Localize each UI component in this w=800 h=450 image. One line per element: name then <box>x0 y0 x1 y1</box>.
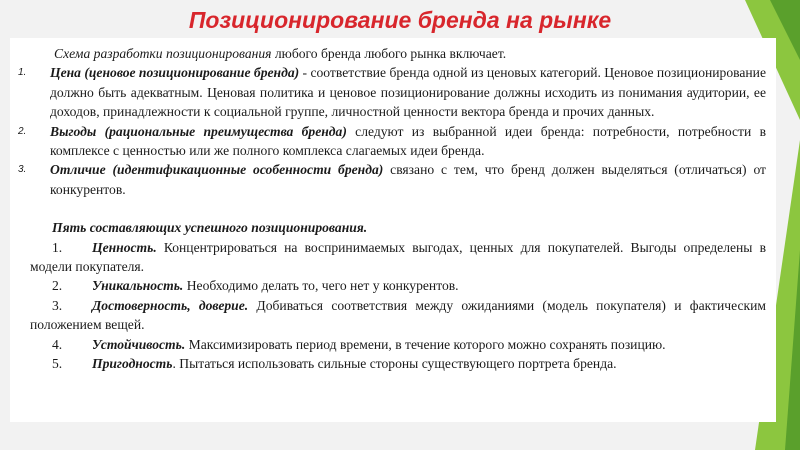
component-text: Необходимо делать то, чего нет у конкурентов. <box>183 278 459 294</box>
content-box <box>10 38 776 422</box>
component-text: Максимизировать период времени, в течение которого можно сохранять позицию. <box>185 336 666 352</box>
component-text: Добиваться соответствия между ожиданиями (модель покупателя) и фактическим положением вещей. <box>30 297 766 333</box>
numbered-list <box>18 63 766 199</box>
component-term: Ценность. <box>92 239 157 255</box>
component-item <box>30 335 766 354</box>
component-number: 5. <box>52 356 63 372</box>
list-marker: 3. <box>18 164 27 176</box>
list-item <box>18 63 766 121</box>
component-item <box>30 276 766 295</box>
list-text: следуют из выбранной идеи бренда: потребности, потребности в комплексе с ценностью или же полного комплекса слагаемых идеи бренда. <box>50 123 766 159</box>
component-item <box>30 296 766 335</box>
list-text: - соответствие бренда одной из ценовых категорий. Ценовое позиционирование должно быть адекватным. Ценовая политика и ценовое позиционирование должны исходить из понимания аудитории, ее доходов, принадлежности к социальной группе, личностной ценности вектора бренда и прочих данных. <box>50 65 766 120</box>
list-term: Отличие (идентификационные особенности бренда) <box>50 162 384 178</box>
intro-paragraph <box>30 44 766 63</box>
list-item <box>18 160 766 199</box>
component-number: 4. <box>52 336 63 352</box>
spacer <box>30 199 766 218</box>
component-number: 3. <box>52 297 63 313</box>
component-term: Пригодность <box>92 356 173 372</box>
component-term: Устойчивость. <box>92 336 186 352</box>
component-number: 2. <box>52 278 63 294</box>
list-item <box>18 122 766 161</box>
five-components-heading: Пять составляющих успешного позиционирования. <box>52 220 368 236</box>
component-text: . Пытаться использовать сильные стороны существующего портрета бренда. <box>172 356 617 372</box>
component-text: Концентрироваться на воспринимаемых выгодах, ценных для покупателей. Выгоды определены в модели покупателя. <box>30 239 766 275</box>
list-term: Цена (ценовое позиционирование бренда) <box>50 65 300 81</box>
list-marker: 2. <box>18 125 27 137</box>
slide-title: Позиционирование бренда на рынке <box>188 7 612 33</box>
intro-rest: любого бренда любого рынка включает. <box>271 46 507 61</box>
component-term: Уникальность. <box>92 278 184 294</box>
component-number: 1. <box>52 239 63 255</box>
component-term: Достоверность, доверие. <box>92 297 249 313</box>
list-text: связано с тем, что бренд должен выделяться (отличаться) от конкурентов. <box>50 162 766 197</box>
component-item <box>30 238 766 277</box>
component-item <box>30 354 766 373</box>
list-term: Выгоды (рациональные преимущества бренда) <box>50 123 347 139</box>
list-marker: 1. <box>18 67 27 79</box>
intro-lead: Схема разработки позиционирования <box>54 46 272 61</box>
